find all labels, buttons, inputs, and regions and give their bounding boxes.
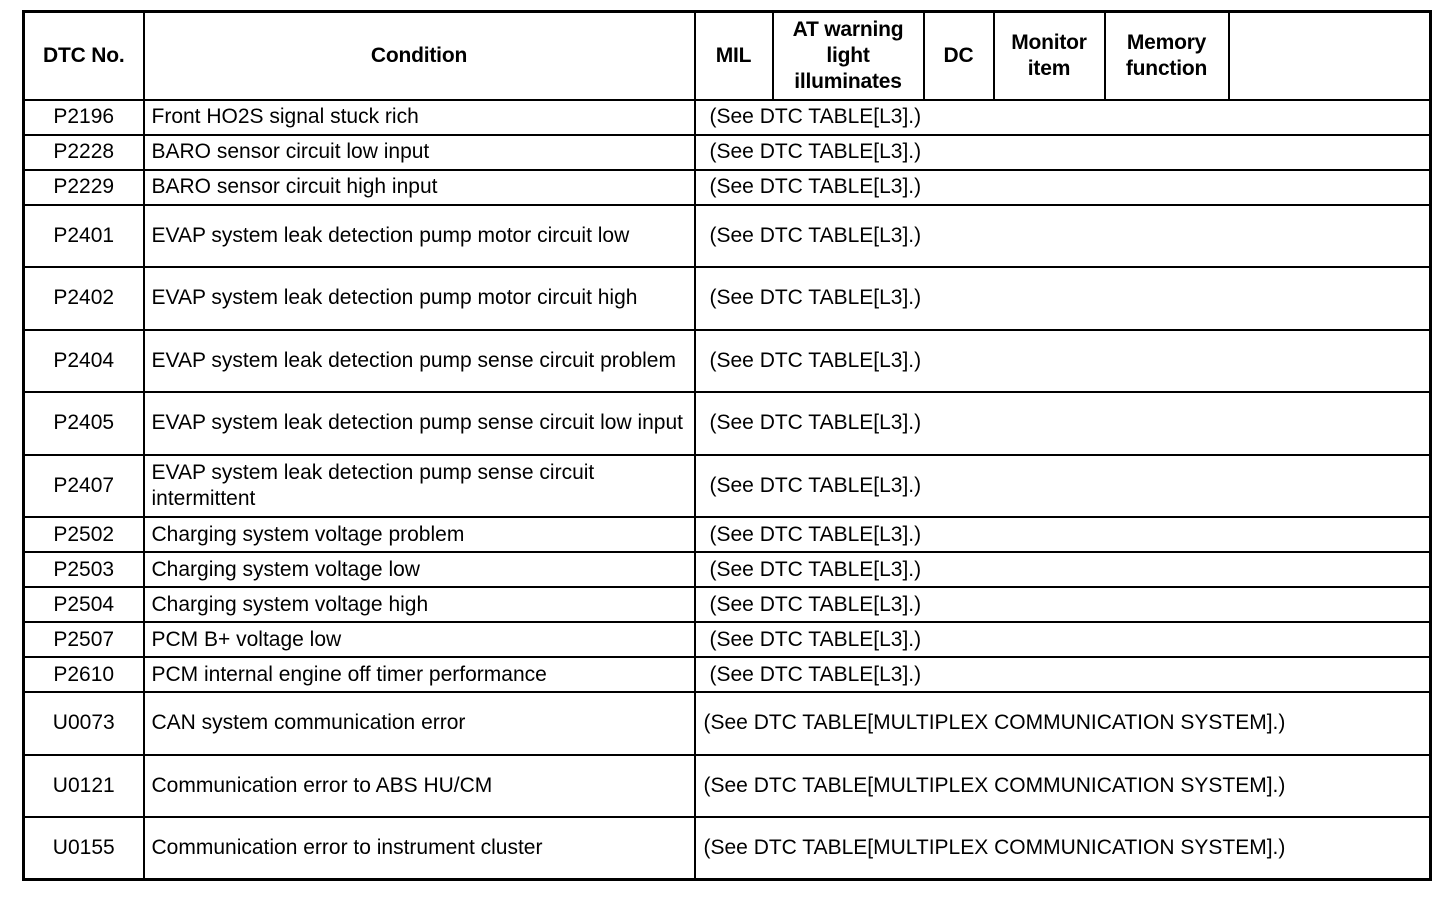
reference-text: (See DTC TABLE[L3].) (695, 552, 1431, 587)
table-row (24, 622, 1431, 657)
reference-text: (See DTC TABLE[L3].) (695, 392, 1431, 455)
header-dtc-no: DTC No. (24, 12, 144, 100)
table-row (24, 517, 1431, 552)
header-row (24, 12, 1431, 100)
dtc-code: U0121 (24, 755, 144, 818)
table-row (24, 657, 1431, 692)
condition-text: PCM internal engine off timer performance (144, 657, 695, 692)
condition-text: PCM B+ voltage low (144, 622, 695, 657)
condition-text: CAN system communication error (144, 692, 695, 755)
reference-text: (See DTC TABLE[L3].) (695, 622, 1431, 657)
table-row (24, 170, 1431, 205)
table-row (24, 135, 1431, 170)
table-row (24, 100, 1431, 135)
dtc-code: P2405 (24, 392, 144, 455)
dtc-code: P2404 (24, 330, 144, 393)
header-blank (1229, 12, 1431, 100)
dtc-table (22, 10, 1432, 881)
table-row (24, 587, 1431, 622)
dtc-code: P2507 (24, 622, 144, 657)
dtc-code: P2196 (24, 100, 144, 135)
condition-text: EVAP system leak detection pump sense circuit low input (144, 392, 695, 455)
dtc-code: P2402 (24, 267, 144, 330)
condition-text: EVAP system leak detection pump sense circuit problem (144, 330, 695, 393)
condition-text: Charging system voltage problem (144, 517, 695, 552)
condition-text: Communication error to instrument cluster (144, 817, 695, 880)
reference-text: (See DTC TABLE[L3].) (695, 657, 1431, 692)
table-row (24, 552, 1431, 587)
table-row (24, 455, 1431, 518)
condition-text: Front HO2S signal stuck rich (144, 100, 695, 135)
reference-text: (See DTC TABLE[L3].) (695, 267, 1431, 330)
condition-text: BARO sensor circuit low input (144, 135, 695, 170)
reference-text: (See DTC TABLE[L3].) (695, 100, 1431, 135)
header-mil: MIL (695, 12, 773, 100)
table-row (24, 330, 1431, 393)
condition-text: EVAP system leak detection pump sense circuit intermittent (144, 455, 695, 518)
table-row (24, 817, 1431, 880)
dtc-code: P2610 (24, 657, 144, 692)
table-row (24, 692, 1431, 755)
dtc-code: U0073 (24, 692, 144, 755)
dtc-code: P2401 (24, 205, 144, 268)
dtc-code: P2229 (24, 170, 144, 205)
dtc-code: P2407 (24, 455, 144, 518)
dtc-code: P2503 (24, 552, 144, 587)
reference-text: (See DTC TABLE[L3].) (695, 587, 1431, 622)
header-dc: DC (924, 12, 994, 100)
condition-text: EVAP system leak detection pump motor circuit high (144, 267, 695, 330)
condition-text: Charging system voltage high (144, 587, 695, 622)
dtc-code: P2504 (24, 587, 144, 622)
table-row (24, 205, 1431, 268)
header-at-warning-light: AT warning light illuminates (773, 12, 924, 100)
table-row (24, 392, 1431, 455)
condition-text: BARO sensor circuit high input (144, 170, 695, 205)
header-monitor-item: Monitor item (994, 12, 1105, 100)
dtc-code: P2228 (24, 135, 144, 170)
reference-text: (See DTC TABLE[MULTIPLEX COMMUNICATION SYSTEM].) (695, 755, 1431, 818)
header-memory-function: Memory function (1105, 12, 1229, 100)
condition-text: Communication error to ABS HU/CM (144, 755, 695, 818)
table-row (24, 755, 1431, 818)
reference-text: (See DTC TABLE[L3].) (695, 330, 1431, 393)
condition-text: EVAP system leak detection pump motor circuit low (144, 205, 695, 268)
reference-text: (See DTC TABLE[L3].) (695, 205, 1431, 268)
reference-text: (See DTC TABLE[MULTIPLEX COMMUNICATION SYSTEM].) (695, 692, 1431, 755)
reference-text: (See DTC TABLE[L3].) (695, 135, 1431, 170)
condition-text: Charging system voltage low (144, 552, 695, 587)
reference-text: (See DTC TABLE[L3].) (695, 170, 1431, 205)
dtc-code: U0155 (24, 817, 144, 880)
dtc-code: P2502 (24, 517, 144, 552)
table-row (24, 267, 1431, 330)
reference-text: (See DTC TABLE[MULTIPLEX COMMUNICATION SYSTEM].) (695, 817, 1431, 880)
reference-text: (See DTC TABLE[L3].) (695, 517, 1431, 552)
header-condition: Condition (144, 12, 695, 100)
reference-text: (See DTC TABLE[L3].) (695, 455, 1431, 518)
